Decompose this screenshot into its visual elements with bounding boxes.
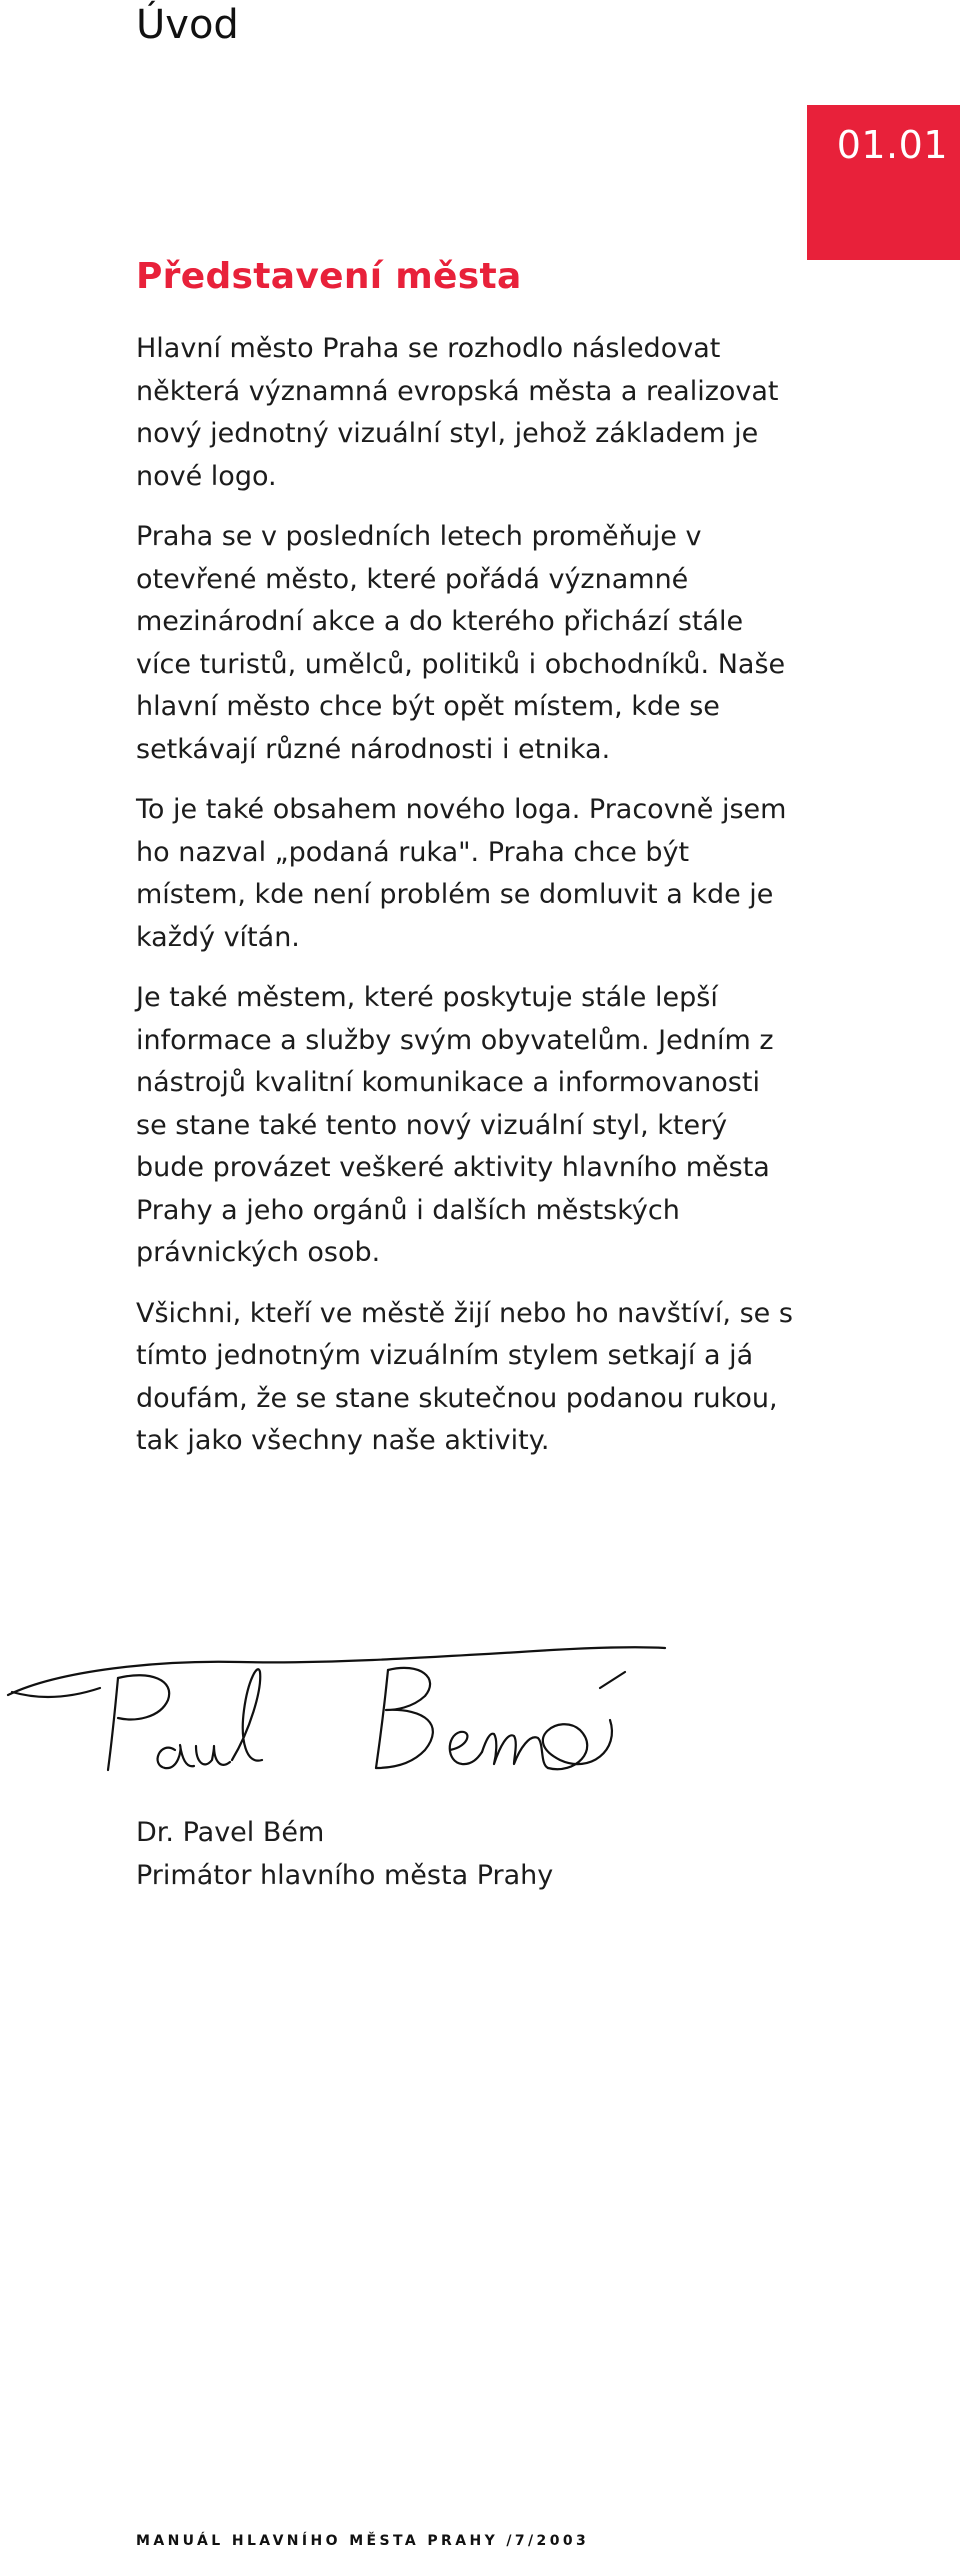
signatory-name: Dr. Pavel Bém xyxy=(136,1817,325,1848)
paragraph-2: Praha se v posledních letech proměňuje v otevřené město, které pořádá významné mezinárodní akce a do kterého přichází stále více turistů, umělců, politiků i obchodníků. Naše hlavní město chce být opět místem, kde se setkávají různé národnosti i etnika. xyxy=(136,521,786,765)
paragraph-3: To je také obsahem nového loga. Pracovně jsem ho nazval „podaná ruka". Praha chce být místem, kde není problém se domluvit a kde je každý vítán. xyxy=(136,794,787,953)
paragraph-1: Hlavní město Praha se rozhodlo následovat některá významná evropská města a realizovat nový jednotný vizuální styl, jehož základem je nové logo. xyxy=(136,333,779,492)
chapter-tab xyxy=(807,105,960,260)
page-title: Představení města xyxy=(136,256,522,297)
body-text xyxy=(136,328,796,1481)
section-header: Úvod xyxy=(136,2,239,48)
paragraph-4: Je také městem, které poskytuje stále lepší informace a služby svým obyvatelům. Jedním z nástrojů kvalitní komunikace a informovanosti se stane také tento nový vizuální styl, který bude provázet veškeré aktivity hlavního města Prahy a jeho orgánů i dalších městských právnických osob. xyxy=(136,982,774,1268)
signature-icon xyxy=(0,1600,680,1820)
signatory xyxy=(136,1812,553,1897)
footer: MANUÁL HLAVNÍHO MĚSTA PRAHY /7/2003 xyxy=(136,2533,590,2549)
chapter-number: 01.01 xyxy=(836,123,948,167)
signatory-role: Primátor hlavního města Prahy xyxy=(136,1859,554,1891)
paragraph-5: Všichni, kteří ve městě žijí nebo ho navštíví, se s tímto jednotným vizuálním stylem setkají a já doufám, že se stane skutečnou podanou rukou, tak jako všechny naše aktivity. xyxy=(136,1297,793,1456)
